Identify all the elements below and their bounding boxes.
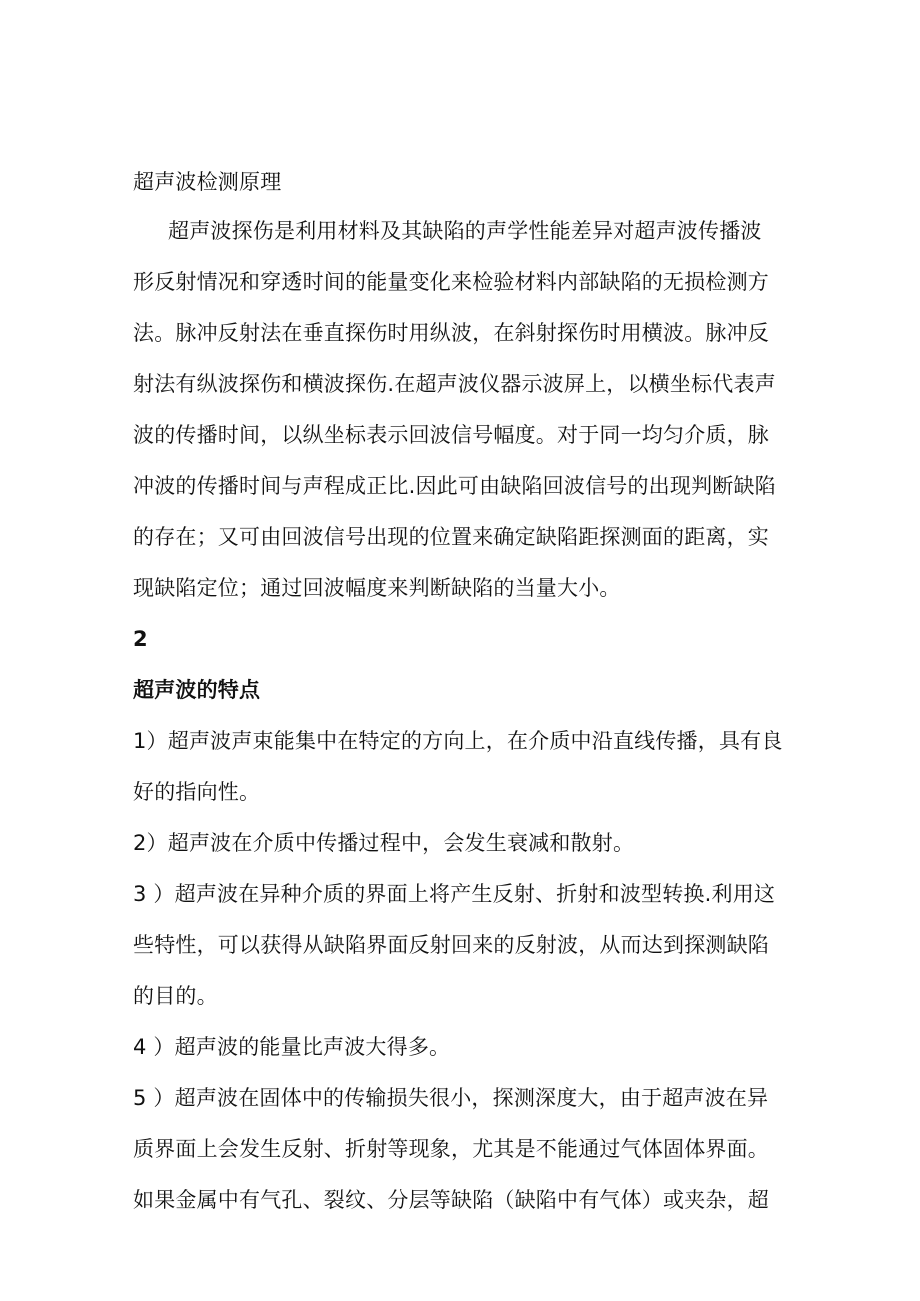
feature-line: 的目的。 xyxy=(133,984,218,1008)
feature-line: 2）超声波在介质中传播过程中，会发生衰减和散射。 xyxy=(133,831,635,855)
feature-line: 4 ）超声波的能量比声波大得多。 xyxy=(133,1035,451,1059)
feature-line: 如果金属中有气孔、裂纹、分层等缺陷（缺陷中有气体）或夹杂，超 xyxy=(133,1188,769,1212)
document-body xyxy=(133,168,801,1237)
feature-line: 好的指向性。 xyxy=(133,780,261,804)
feature-line: 5 ）超声波在固体中的传输损失很小，探测深度大，由于超声波在异 xyxy=(133,1086,769,1110)
feature-line: 3 ）超声波在异种介质的界面上将产生反射、折射和波型转换.利用这 xyxy=(133,882,776,906)
intro-line: 射法有纵波探伤和横波探伤.在超声波仪器示波屏上，以横坐标代表声 xyxy=(133,372,776,396)
section-number: 2 xyxy=(133,627,148,651)
feature-line: 些特性，可以获得从缺陷界面反射回来的反射波，从而达到探测缺陷 xyxy=(133,933,769,957)
intro-line: 超声波探伤是利用材料及其缺陷的声学性能差异对超声波传播波 xyxy=(168,219,762,243)
section-heading: 超声波的特点 xyxy=(133,678,261,702)
intro-line: 的存在；又可由回波信号出现的位置来确定缺陷距探测面的距离，实 xyxy=(133,525,769,549)
feature-item-2 xyxy=(133,829,801,858)
intro-line: 形反射情况和穿透时间的能量变化来检验材料内部缺陷的无损检测方 xyxy=(133,270,769,294)
feature-item-3 xyxy=(133,880,801,1011)
intro-line: 法。脉冲反射法在垂直探伤时用纵波，在斜射探伤时用横波。脉冲反 xyxy=(133,321,769,345)
intro-paragraph xyxy=(133,217,801,603)
feature-item-1 xyxy=(133,727,801,807)
intro-line: 现缺陷定位；通过回波幅度来判断缺陷的当量大小。 xyxy=(133,576,621,600)
intro-line: 冲波的传播时间与声程成正比.因此可由缺陷回波信号的出现判断缺陷 xyxy=(133,474,776,498)
feature-item-4 xyxy=(133,1033,801,1062)
feature-item-5 xyxy=(133,1084,801,1215)
feature-line: 1）超声波声束能集中在特定的方向上，在介质中沿直线传播，具有良 xyxy=(133,729,783,753)
feature-line: 质界面上会发生反射、折射等现象，尤其是不能通过气体固体界面。 xyxy=(133,1137,769,1161)
intro-line: 波的传播时间，以纵坐标表示回波信号幅度。对于同一均匀介质，脉 xyxy=(133,423,769,447)
document-title: 超声波检测原理 xyxy=(133,170,282,194)
